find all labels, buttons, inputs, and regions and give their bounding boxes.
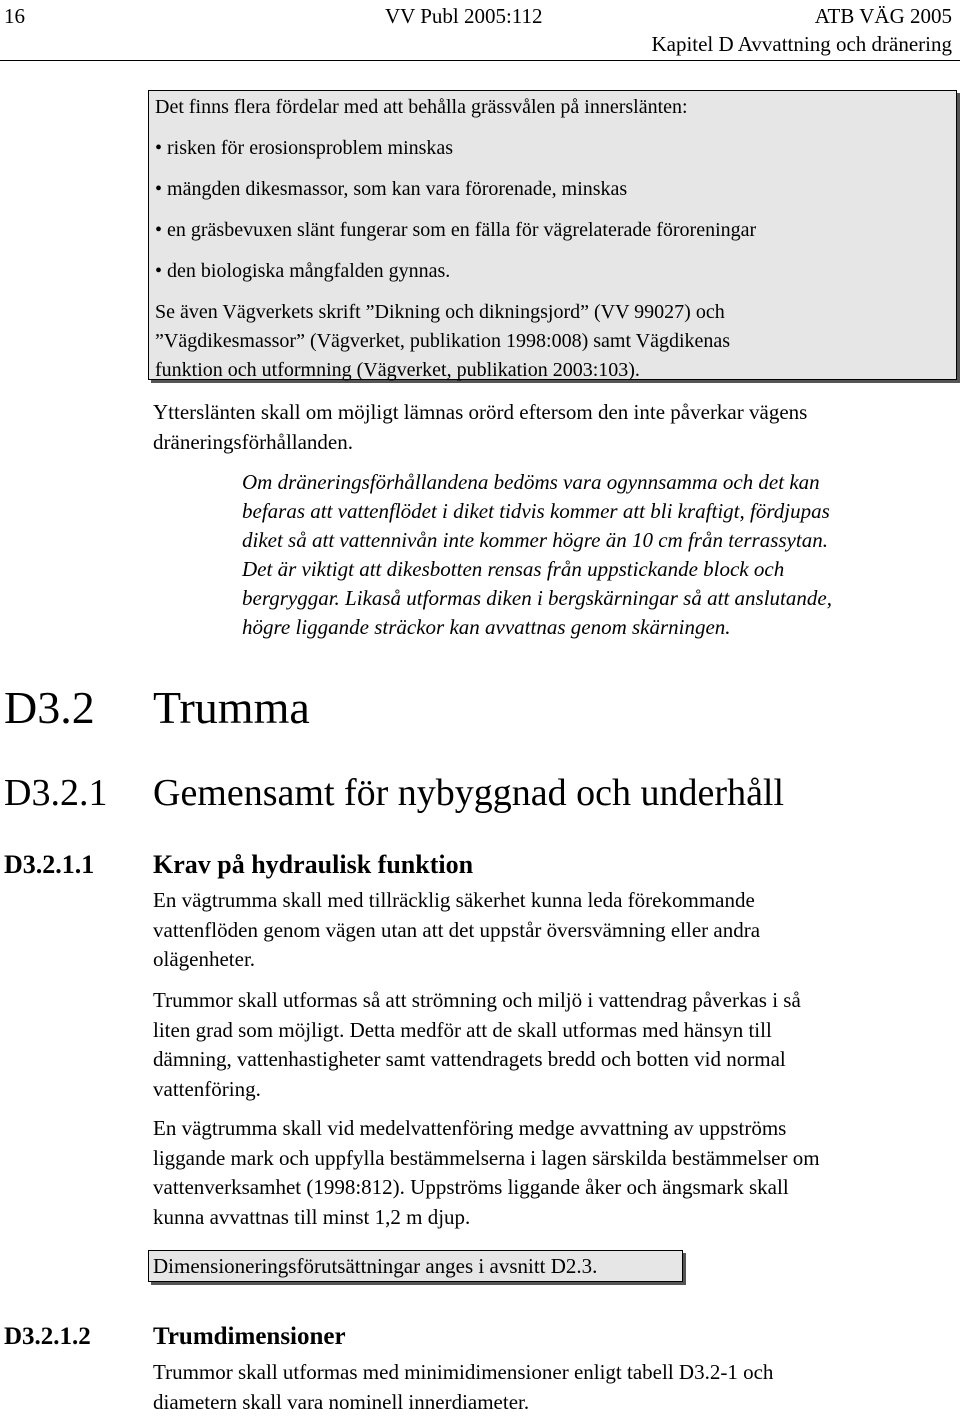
chapter-title: Kapitel D Avvattning och dränering [651,31,952,57]
text-line: En vägtrumma skall vid medelvattenföring medge avvattning av uppströms [153,1114,958,1144]
text-line: dämning, vattenhastigheter samt vattendragets bredd och botten vid normal [153,1045,953,1075]
text-line: vattenföring. [153,1075,953,1105]
text-line: Ytterslänten skall om möjligt lämnas orörd eftersom den inte påverkar vägens [153,398,953,428]
page-number: 16 [4,3,25,29]
subsubsection-number: D3.2.1.2 [4,1321,91,1353]
advice-paragraph [242,468,957,642]
text-line: liggande mark och uppfylla bestämmelserna i lagen särskilda bestämmelser om [153,1144,958,1174]
ytterslanten-paragraph [153,398,953,457]
see-also-line: funktion och utformning (Vägverket, publikation 2003:103). [155,359,640,382]
text-line: kunna avvattnas till minst 1,2 m djup. [153,1203,958,1233]
subsubsection-number: D3.2.1.1 [4,849,94,881]
hydraulic-paragraph-3 [153,1114,958,1232]
text-line: liten grad som möjligt. Detta medför att de skall utformas med hänsyn till [153,1016,953,1046]
text-line: dräneringsförhållanden. [153,428,953,458]
text-line: Om dräneringsförhållandena bedöms vara ogynnsamma och det kan [242,468,957,497]
list-item: • en gräsbevuxen slänt fungerar som en fälla för vägrelaterade föroreningar [155,219,756,242]
text-line: En vägtrumma skall med tillräcklig säkerhet kunna leda förekommande [153,886,953,916]
list-item: • risken för erosionsproblem minskas [155,137,453,160]
text-line: vattenflöden genom vägen utan att det uppstår översvämning eller andra [153,916,953,946]
subsubsection-title: Trumdimensioner [153,1321,346,1353]
list-item: • den biologiska mångfalden gynnas. [155,260,450,283]
section-title: Trumma [153,680,310,736]
dimensioning-note-box [148,1250,683,1282]
publication-id: VV Publ 2005:112 [385,3,543,29]
hydraulic-paragraph-2 [153,986,953,1104]
text-line: Trummor skall utformas med minimidimensioner enligt tabell D3.2-1 och [153,1358,953,1388]
text-line: befaras att vattenflödet i diket tidvis kommer att bli kraftigt, fördjupas [242,497,957,526]
subsection-number: D3.2.1 [4,770,107,816]
see-also-line: ”Vägdikesmassor” (Vägverket, publikation 1998:008) samt Vägdikenas [155,330,730,353]
subsubsection-title: Krav på hydraulisk funktion [153,849,473,881]
see-also-line: Se även Vägverkets skrift ”Dikning och dikningsjord” (VV 99027) och [155,301,725,324]
subsection-title: Gemensamt för nybyggnad och underhåll [153,770,784,816]
text-line: vattenverksamhet (1998:812). Uppströms liggande åker och ängsmark skall [153,1173,958,1203]
series-title: ATB VÄG 2005 [815,3,952,29]
advantages-box [148,90,957,380]
text-line: högre liggande sträckor kan avvattnas genom skärningen. [242,613,957,642]
text-line: Trummor skall utformas så att strömning och miljö i vattendrag påverkas i så [153,986,953,1016]
text-line: diket så att vattennivån inte kommer högre än 10 cm från terrassytan. [242,526,957,555]
hydraulic-paragraph-1 [153,886,953,975]
header-rule [0,60,960,61]
text-line: diametern skall vara nominell innerdiameter. [153,1388,953,1417]
box-intro: Det finns flera fördelar med att behålla grässvålen på innerslänten: [155,96,688,119]
list-item: • mängden dikesmassor, som kan vara förorenade, minskas [155,178,627,201]
section-number: D3.2 [4,680,95,736]
text-line: bergryggar. Likaså utformas diken i bergskärningar så att anslutande, [242,584,957,613]
note-text: Dimensioneringsförutsättningar anges i avsnitt D2.3. [153,1251,597,1281]
text-line: olägenheter. [153,945,953,975]
pipe-dimensions-paragraph [153,1358,953,1417]
text-line: Det är viktigt att dikesbotten rensas från uppstickande block och [242,555,957,584]
